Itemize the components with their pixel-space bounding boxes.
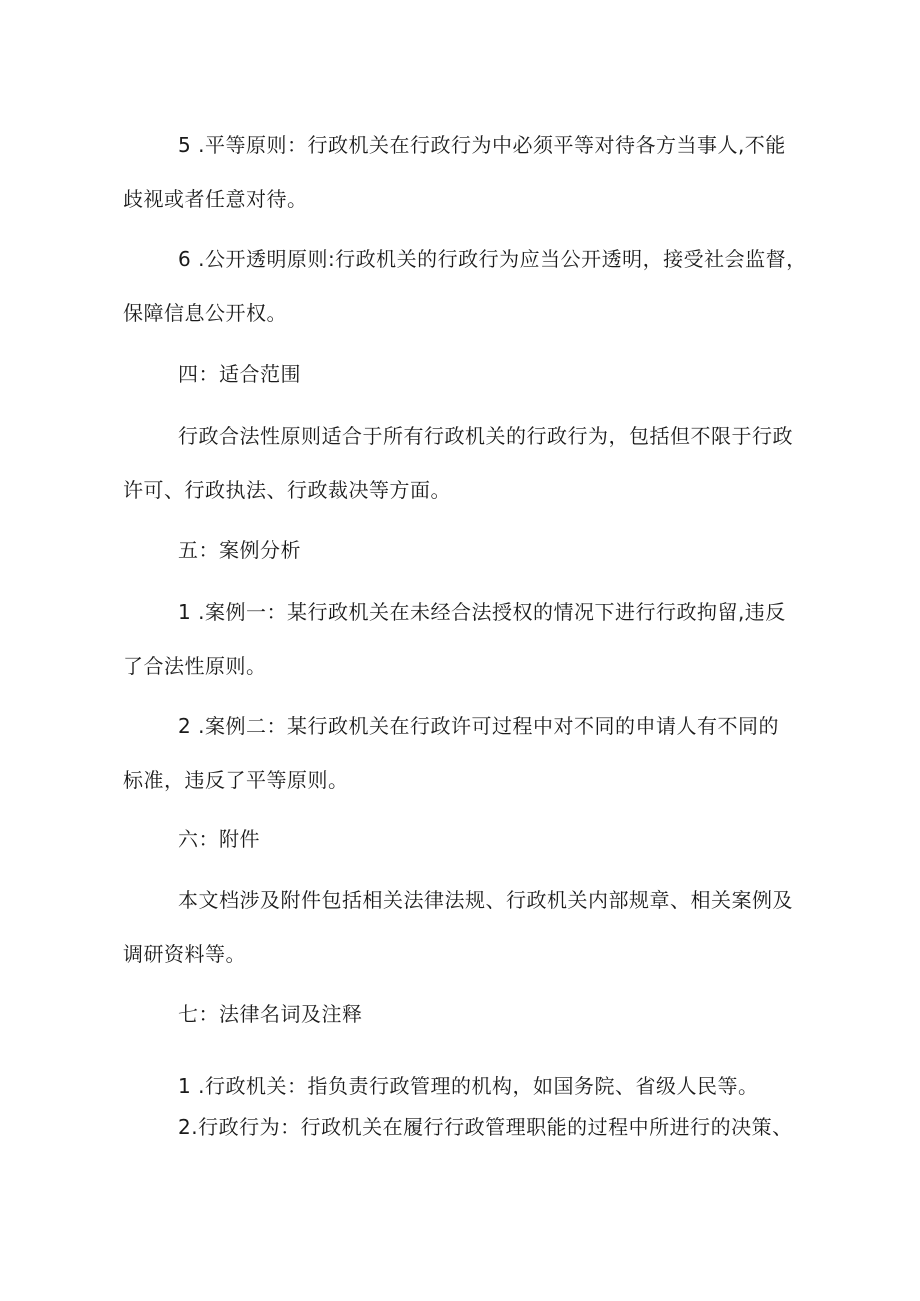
section-6-heading [178, 825, 260, 853]
section-7-heading [178, 1000, 363, 1028]
term-1-text: 1 .行政机关：指负责行政管理的机构，如国务院、省级人民等。 [178, 1074, 759, 1098]
paragraph-item-5 [123, 131, 786, 213]
item-5-line-2: 歧视或者任意对待。 [123, 187, 308, 211]
section-5-heading-text: 五：案例分析 [178, 538, 301, 562]
section-4-body-line-1: 行政合法性原则适合于所有行政机关的行政行为，包括但不限于行政 [178, 424, 793, 448]
item-6-line-1: 6 .公开透明原则:行政机关的行政行为应当公开透明，接受社会监督， [178, 247, 807, 271]
section-6-body-line-1: 本文档涉及附件包括相关法律法规、行政机关内部规章、相关案例及 [178, 888, 793, 912]
section-6-body-line-2: 调研资料等。 [123, 942, 246, 966]
term-1 [178, 1072, 758, 1100]
case-1-line-1: 1 .案例一：某行政机关在未经合法授权的情况下进行行政拘留,违反 [178, 600, 786, 624]
paragraph-case-2 [123, 712, 779, 794]
section-5-heading [178, 536, 301, 564]
item-5-line-1: 5 .平等原则：行政机关在行政行为中必须平等对待各方当事人,不能 [178, 133, 786, 157]
section-4-body [123, 422, 793, 504]
section-7-heading-text: 七：法律名词及注释 [178, 1002, 363, 1026]
section-4-body-line-2: 许可、行政执法、行政裁决等方面。 [123, 478, 451, 502]
term-2 [178, 1113, 793, 1141]
section-4-heading-text: 四：适合范围 [178, 362, 301, 386]
section-6-body [123, 886, 793, 968]
paragraph-item-6 [123, 245, 807, 327]
case-2-line-2: 标准，违反了平等原则。 [123, 768, 349, 792]
paragraph-case-1 [123, 598, 786, 680]
item-6-line-2: 保障信息公开权。 [123, 301, 287, 325]
term-2-text: 2.行政行为：行政机关在履行行政管理职能的过程中所进行的决策、 [178, 1115, 793, 1139]
section-4-heading [178, 360, 301, 388]
case-1-line-2: 了合法性原则。 [123, 654, 267, 678]
case-2-line-1: 2 .案例二：某行政机关在行政许可过程中对不同的申请人有不同的 [178, 714, 779, 738]
section-6-heading-text: 六：附件 [178, 827, 260, 851]
